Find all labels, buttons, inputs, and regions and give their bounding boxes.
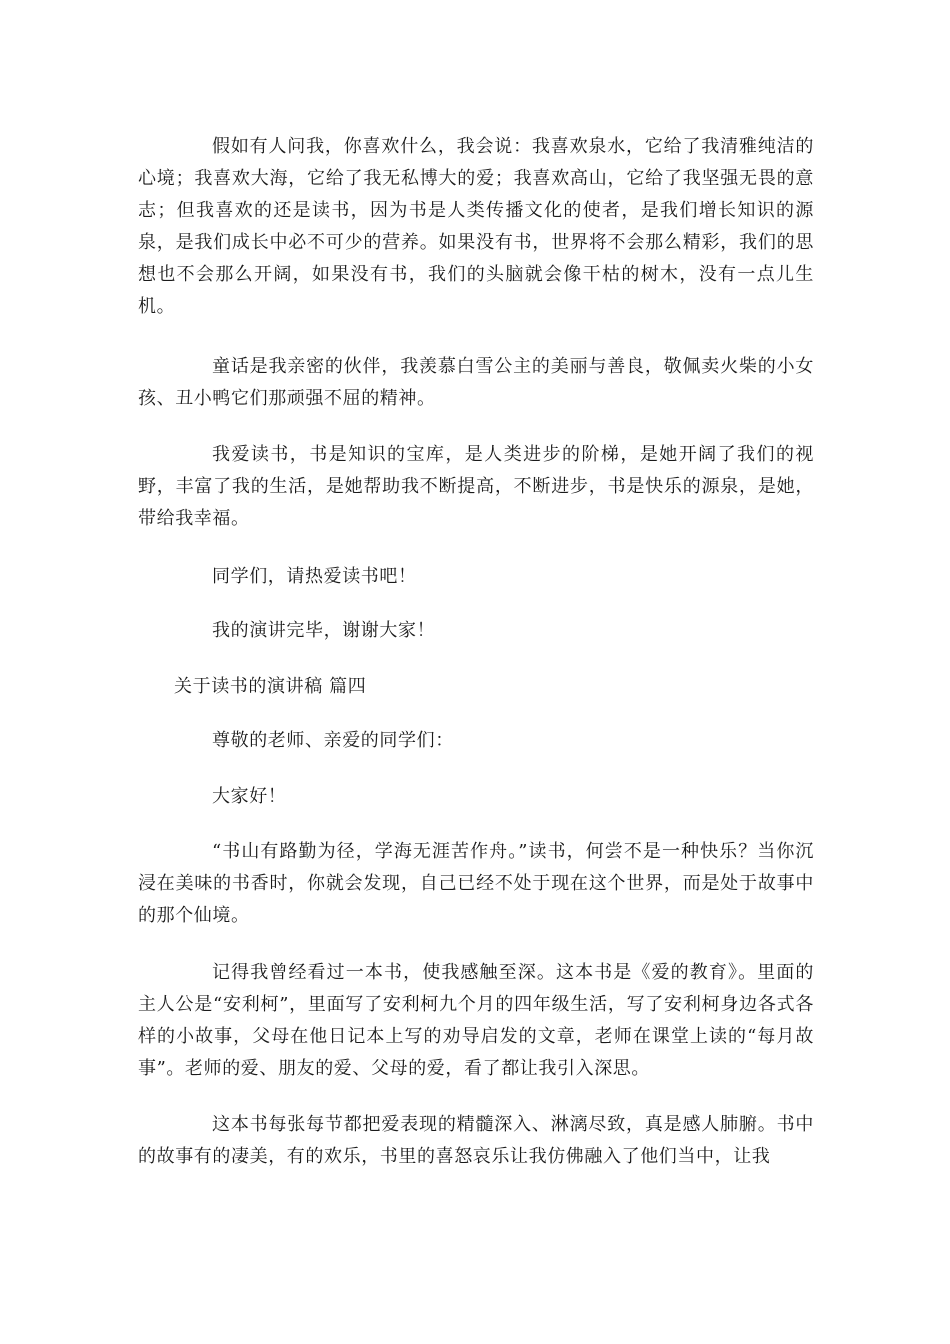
paragraph-hello: 大家好！ [212, 786, 287, 807]
paragraph-call-to-action: 同学们，请热爱读书吧！ [212, 566, 417, 587]
paragraph-intro: 假如有人问我，你喜欢什么，我会说：我喜欢泉水，它给了我清雅纯洁的心境；我喜欢大海，它给了我无私博大的爱；我喜欢高山，它给了我坚强无畏的意志；但我喜欢的还是读书，因为书是人类传播文化的使者，是我们增长知识的源泉，是我们成长中必不可少的营养。如果没有书，世界将不会那么精彩，我们的思想也不会那么开阔，如果没有书，我们的头脑就会像干枯的树木，没有一点儿生机。 [138, 136, 814, 317]
paragraph-book-feeling: 这本书每张每节都把爱表现的精髓深入、淋漓尽致，真是感人肺腑。书中的故事有的凄美，有的欢乐，书里的喜怒哀乐让我仿佛融入了他们当中，让我 [138, 1114, 814, 1167]
paragraph-fairy-tale: 童话是我亲密的伙伴，我羡慕白雪公主的美丽与善良，敬佩卖火柴的小女孩、丑小鸭它们那顽强不屈的精神。 [138, 356, 814, 409]
paragraph-closing: 我的演讲完毕，谢谢大家！ [212, 620, 436, 641]
paragraph-love-reading: 我爱读书，书是知识的宝库，是人类进步的阶梯，是她开阔了我们的视野，丰富了我的生活，是她帮助我不断提高，不断进步，书是快乐的源泉，是她，带给我幸福。 [138, 444, 814, 529]
paragraph-quote: “书山有路勤为径，学海无涯苦作舟。”读书，何尝不是一种快乐？当你沉浸在美味的书香时，你就会发现，自己已经不处于现在这个世界，而是处于故事中的那个仙境。 [138, 841, 814, 926]
section-heading: 关于读书的演讲稿 篇四 [174, 676, 367, 697]
paragraph-greeting: 尊敬的老师、亲爱的同学们： [212, 730, 454, 751]
paragraph-book-memory: 记得我曾经看过一本书，使我感触至深。这本书是《爱的教育》。里面的主人公是“安利柯”，里面写了安利柯九个月的四年级生活，写了安利柯身边各式各样的小故事，父母在他日记本上写的劝导启发的文章，老师在课堂上读的“每月故事”。老师的爱、朋友的爱、父母的爱，看了都让我引入深思。 [138, 962, 814, 1079]
